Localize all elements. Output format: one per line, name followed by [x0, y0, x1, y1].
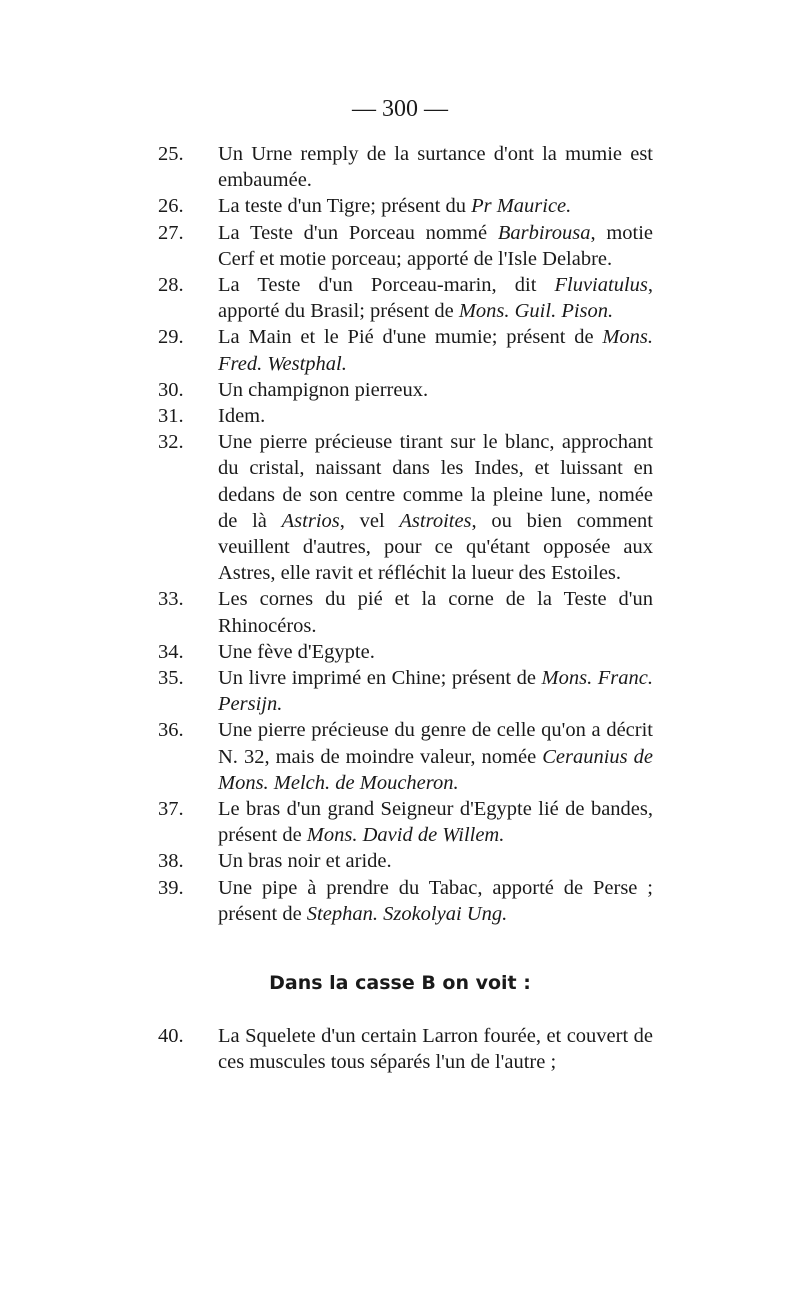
entry-text-run: Une pierre précieuse du genre de celle qu'on a décrit N. 32, mais de moindre valeur, nomée [218, 719, 653, 768]
entry-text-run: , apporté du Brasil; présent de [218, 274, 653, 323]
entry-number: 40. [158, 1025, 184, 1047]
entry-number: 26. [158, 195, 184, 218]
entry-number: 31. [158, 405, 184, 428]
catalog-entry [158, 324, 653, 376]
catalog-entry [158, 403, 653, 429]
entry-italic-text: Astrios [281, 509, 340, 532]
entry-text [218, 141, 653, 193]
entry-list [158, 141, 653, 927]
entry-text-run: La Main et le Pié d'une mumie; présent de [218, 326, 603, 349]
entry-italic-text: Mons. Franc. Persijn. [218, 667, 654, 716]
catalog-entry [158, 193, 653, 219]
entry-text-run: La Teste d'un Porceau-marin, dit [218, 274, 555, 297]
entry-number: 35. [158, 667, 184, 690]
entry-text [218, 429, 653, 586]
catalog-entry [158, 586, 653, 638]
entry-italic-text: Barbirousa [497, 221, 591, 244]
catalog-entry [158, 875, 653, 927]
entry-italic-text: Pr Maurice. [471, 195, 572, 218]
catalog-entry [158, 848, 653, 874]
entry-italic-text: Stephan. Szokolyai Ung. [306, 902, 508, 925]
entry-text-run: Un champignon pierreux. [218, 378, 429, 401]
entry-number: 29. [158, 326, 184, 349]
entry-text [218, 848, 653, 874]
catalog-entry [158, 717, 653, 796]
catalog-entry [158, 429, 653, 586]
catalog-entry [158, 220, 653, 272]
catalog-entry [158, 796, 653, 848]
entry-text-run: Un Urne remply de la surtance d'ont la mumie est embaumée. [218, 143, 653, 192]
entry-text [218, 324, 653, 376]
catalog-entry [158, 272, 653, 324]
entry-text-run: La Teste d'un Porceau nommé [218, 221, 498, 244]
entry-italic-text: Ceraunius de Mons. Melch. de Moucheron. [218, 745, 653, 794]
entry-italic-text: Mons. Guil. Pison. [458, 300, 614, 323]
entry-text [218, 220, 653, 272]
catalog-entry [158, 1023, 653, 1075]
entry-text-run: , ou bien comment veuillent d'autres, pour ce qu'étant opposée aux Astres, elle ravit et réfléchit la lueur des Estoiles. [218, 509, 653, 585]
entry-list-continued [158, 1023, 653, 1075]
entry-number: 25. [158, 143, 184, 165]
entry-number: 30. [158, 378, 184, 401]
entry-text-run: Une pipe à prendre du Tabac, apporté de Perse ; présent de [218, 876, 653, 925]
entry-text-run: La teste d'un Tigre; présent du [218, 195, 472, 218]
entry-text [218, 639, 653, 665]
entry-text-run: Une pierre précieuse tirant sur le blanc, approchant du cristal, naissant dans les Indes, et luissant en dedans de son centre comme la pleine lune, nomée de là [218, 431, 653, 532]
entry-number: 33. [158, 588, 184, 611]
entry-number: 27. [158, 221, 184, 244]
entry-text-run: La Squelete d'un certain Larron fourée, et couvert de ces muscules tous séparés l'un de l'autre ; [218, 1025, 653, 1074]
entry-text-run: Idem. [218, 405, 266, 428]
entry-italic-text: Fluviatulus [554, 274, 648, 297]
catalog-entry [158, 141, 653, 193]
entry-text [218, 717, 653, 796]
entry-number: 34. [158, 640, 184, 663]
entry-text-run: Une fève d'Egypte. [218, 640, 375, 663]
entry-number: 28. [158, 274, 184, 297]
entry-text [218, 665, 653, 717]
section-heading: Dans la casse B on voit : [269, 972, 531, 994]
entry-text [218, 875, 653, 927]
entry-text-run: , vel [339, 509, 400, 532]
entry-text [218, 796, 653, 848]
catalog-entry [158, 665, 653, 717]
entry-text [218, 193, 653, 219]
entry-number: 37. [158, 798, 184, 821]
entry-text [218, 1023, 653, 1075]
entry-number: 32. [158, 431, 184, 454]
entry-text [218, 377, 653, 403]
catalog-entry [158, 639, 653, 665]
page-number: — 300 — [352, 96, 448, 122]
entry-italic-text: Astroites [399, 509, 472, 532]
entry-text-run: Les cornes du pié et la corne de la Teste d'un Rhinocéros. [218, 588, 653, 637]
entry-text-run: , motie Cerf et motie porceau; apporté de l'Isle Delabre. [218, 221, 654, 270]
catalog-entry [158, 377, 653, 403]
entry-italic-text: Mons. David de Willem. [306, 824, 505, 847]
entry-text-run: Le bras d'un grand Seigneur d'Egypte lié de bandes, présent de [218, 798, 653, 847]
entry-text-run: Un livre imprimé en Chine; présent de [218, 667, 542, 690]
entry-text [218, 272, 653, 324]
entry-number: 36. [158, 719, 184, 742]
entry-number: 38. [158, 850, 184, 873]
entry-text-run: Un bras noir et aride. [218, 850, 392, 873]
entry-text [218, 403, 653, 429]
entry-text [218, 586, 653, 638]
entry-italic-text: Mons. Fred. Westphal. [218, 326, 653, 375]
entry-number: 39. [158, 876, 184, 899]
